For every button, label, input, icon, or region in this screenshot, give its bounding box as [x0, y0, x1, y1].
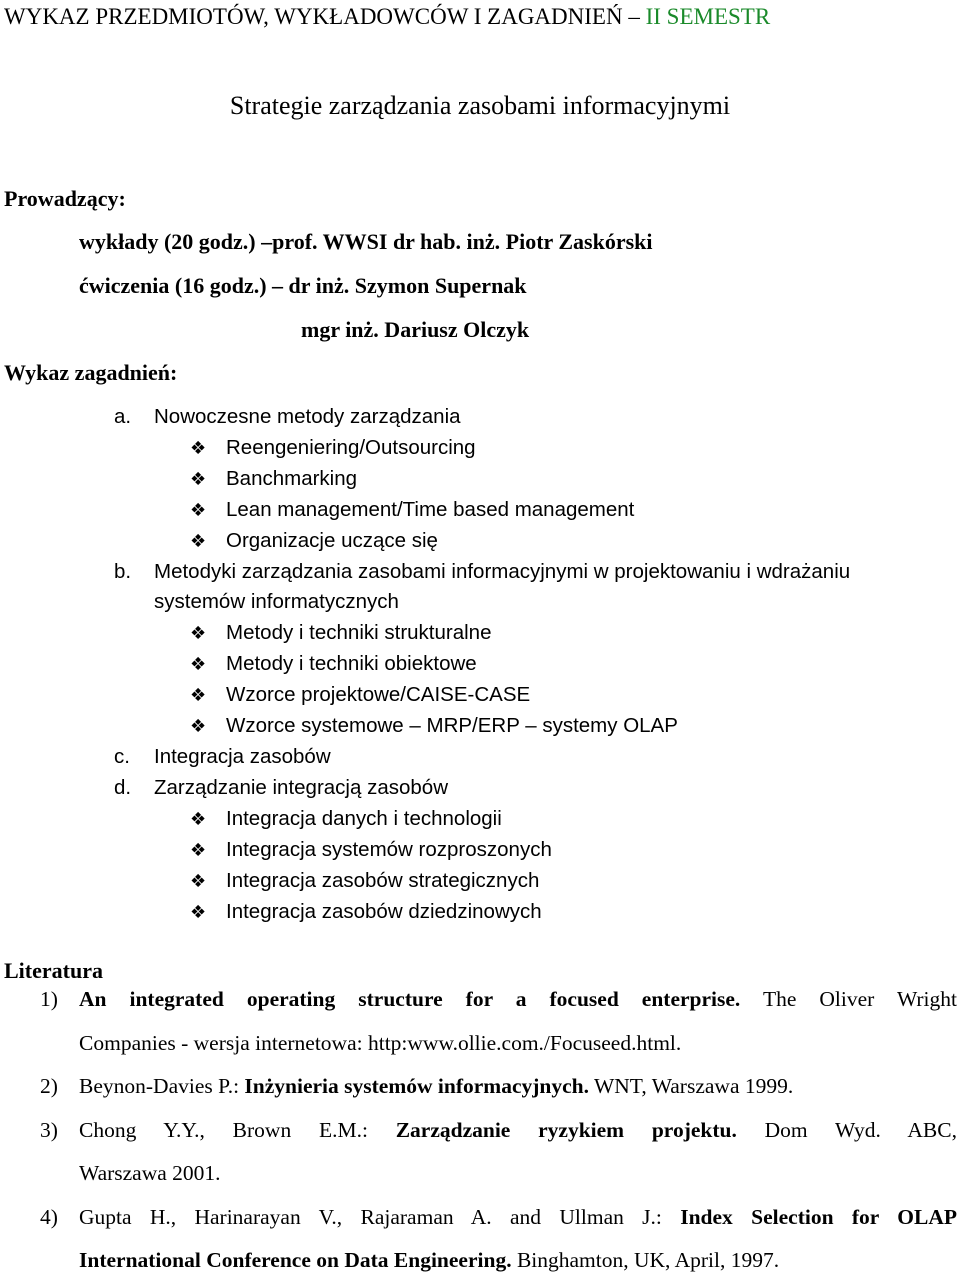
literature-label: Literatura [4, 958, 103, 983]
list-item: ❖ Integracja zasobów strategicznych [190, 869, 540, 892]
list-item: ❖ Wzorce systemowe – MRP/ERP – systemy OLAP [190, 714, 678, 737]
diamond-bullet-icon: ❖ [190, 654, 207, 674]
literature-line: International Conference on Data Engineering. Binghamton, UK, April, 1997. [79, 1248, 780, 1272]
list-item: ❖ Metody i techniki obiektowe [190, 652, 477, 675]
list-item: ❖ Lean management/Time based management [190, 498, 635, 521]
literature-number: 1) [40, 987, 58, 1011]
list-item: ❖ Banchmarking [190, 467, 358, 490]
diamond-bullet-icon: ❖ [190, 438, 207, 458]
lecture-instructor: wykłady (20 godz.) –prof. WWSI dr hab. inż. Piotr Zaskórski [79, 229, 653, 254]
course-title: Strategie zarządzania zasobami informacyjnymi [229, 91, 731, 120]
section-d-title: Zarządzanie integracją zasobów [154, 776, 448, 799]
section-b-title-line1: Metodyki zarządzania zasobami informacyjnymi w projektowaniu i wdrażaniu [154, 560, 851, 583]
exercises-instructor: ćwiczenia (16 godz.) – dr inż. Szymon Supernak [79, 273, 527, 298]
literature-number: 4) [40, 1205, 58, 1229]
diamond-bullet-icon: ❖ [190, 871, 207, 891]
topics-label: Wykaz zagadnień: [4, 360, 178, 385]
list-item: ❖ Organizacje uczące się [190, 529, 438, 552]
diamond-bullet-icon: ❖ [190, 902, 207, 922]
diamond-bullet-icon: ❖ [190, 716, 207, 736]
list-item: ❖ Reengeniering/Outsourcing [190, 436, 476, 459]
semester-label: II SEMESTR [645, 4, 771, 29]
instructors-label: Prowadzący: [4, 186, 126, 211]
list-item: ❖ Integracja danych i technologii [190, 807, 502, 830]
diamond-bullet-icon: ❖ [190, 469, 207, 489]
section-b-title-line2: systemów informatycznych [154, 590, 399, 613]
diamond-bullet-icon: ❖ [190, 685, 207, 705]
section-a-title: Nowoczesne metody zarządzania [154, 405, 461, 428]
document-header [4, 4, 770, 30]
literature-line: Beynon-Davies P.: Inżynieria systemów informacyjnych. WNT, Warszawa 1999. [79, 1074, 794, 1098]
list-item: ❖ Integracja systemów rozproszonych [190, 838, 552, 861]
literature-line: Chong Y.Y., Brown E.M.: Zarządzanie ryzykiem projektu. Dom Wyd. ABC, [79, 1118, 957, 1142]
diamond-bullet-icon: ❖ [190, 500, 207, 520]
literature-line: Warszawa 2001. [79, 1161, 221, 1185]
diamond-bullet-icon: ❖ [190, 809, 207, 829]
header-text: WYKAZ PRZEDMIOTÓW, WYKŁADOWCÓW I ZAGADNIEŃ – [4, 4, 646, 29]
literature-line: Companies - wersja internetowa: http:www.ollie.com./Focuseed.html. [79, 1031, 682, 1055]
section-d-marker: d. [114, 776, 132, 799]
diamond-bullet-icon: ❖ [190, 840, 207, 860]
list-item: ❖ Metody i techniki strukturalne [190, 621, 492, 644]
diamond-bullet-icon: ❖ [190, 623, 207, 643]
exercises-instructor-2: mgr inż. Dariusz Olczyk [301, 317, 530, 342]
section-c-title: Integracja zasobów [154, 745, 331, 768]
literature-number: 3) [40, 1118, 58, 1142]
list-item: ❖ Wzorce projektowe/CAISE-CASE [190, 683, 531, 706]
diamond-bullet-icon: ❖ [190, 531, 207, 551]
section-c-marker: c. [114, 745, 130, 768]
literature-line: Gupta H., Harinarayan V., Rajaraman A. and Ullman J.: Index Selection for OLAP [79, 1205, 957, 1229]
section-b-marker: b. [114, 560, 132, 583]
section-a-marker: a. [114, 405, 132, 428]
literature-number: 2) [40, 1074, 58, 1098]
literature-line: An integrated operating structure for a focused enterprise. The Oliver Wright [79, 987, 957, 1011]
list-item: ❖ Integracja zasobów dziedzinowych [190, 900, 542, 923]
